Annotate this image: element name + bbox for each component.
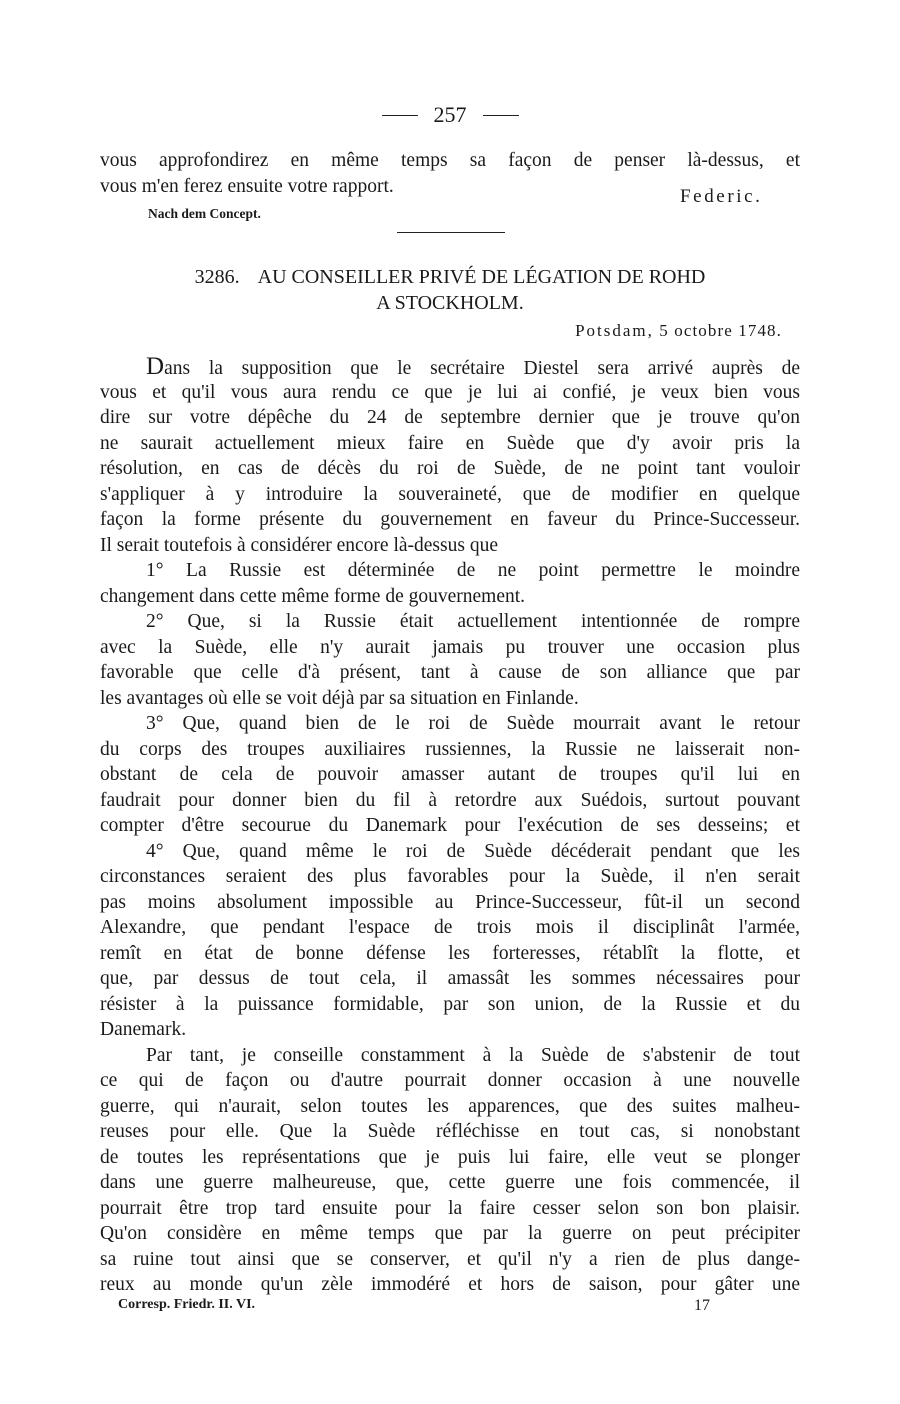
text-line: s'appliquer à y introduire la souveraineté, que de modifier en quelque (100, 483, 800, 505)
text-line: reuses pour elle. Que la Suède réfléchisse en tout cas, si nonobstant (100, 1121, 800, 1142)
letter-number: 3286. (194, 266, 240, 288)
text-line: obstant de cela de pouvoir amasser autant de troupes qu'il lui en (100, 764, 800, 785)
text-line: 4° Que, quand même le roi de Suède décéderait pendant que les (146, 840, 800, 862)
letter-title-line-1: AU CONSEILLER PRIVÉ DE LÉGATION DE ROHD (257, 266, 706, 288)
text-line: 3° Que, quand bien de le roi de Suède mourrait avant le retour (146, 713, 800, 734)
footer-signature-mark: Corresp. Friedr. II. VI. (118, 1297, 256, 1312)
text-line: Qu'on considère en même temps que par la guerre on peut précipiter (100, 1223, 800, 1244)
text-line: vous m'en ferez ensuite votre rapport. (100, 175, 394, 197)
text-line: vous et qu'il vous aura rendu ce que je lui ai confié, je veux bien vous (100, 381, 800, 403)
text-line: dire sur votre dépêche du 24 de septembre dernier que je trouve qu'on (100, 407, 800, 428)
source-note: Nach dem Concept. (148, 206, 261, 221)
page-footer (118, 1297, 710, 1315)
text-line: avec la Suède, elle n'y aurait jamais pu trouver une occasion plus (100, 636, 800, 658)
text-line: dans une guerre malheureuse, que, cette guerre une fois commencée, il (100, 1172, 800, 1193)
header-dash-right (483, 115, 519, 116)
text-line: circonstances seraient des plus favorables pour la Suède, il n'en serait (100, 866, 800, 887)
text-line: que, par dessus de tout cela, il amassât les sommes nécessaires pour (100, 968, 800, 989)
text-line: faudrait pour donner bien du fil à retordre aux Suédois, surtout pouvant (100, 789, 800, 811)
text-line: les avantages où elle se voit déjà par sa situation en Finlande. (100, 687, 579, 709)
text-line: ce qui de façon ou d'autre pourrait donner occasion à une nouvelle (100, 1070, 800, 1091)
text-line: ne saurait actuellement mieux faire en Suède que d'y avoir pris la (100, 432, 800, 454)
text-line: pourrait être trop tard ensuite pour la faire cesser selon son bon plaisir. (100, 1197, 800, 1219)
letter-body (100, 354, 800, 1298)
text-line: sa ruine tout ainsi que se conserver, et qu'il n'y a rien de plus dange- (100, 1248, 800, 1270)
text-line: 1° La Russie est déterminée de ne point permettre le moindre (146, 560, 800, 581)
dateline-place: Potsdam, (575, 321, 654, 340)
text-line: remît en état de bonne défense les forteresses, rétablît la flotte, et (100, 942, 800, 964)
text-line: vous approfondirez en même temps sa façon de penser là-dessus, et (100, 150, 800, 171)
letter-title-line-2: A STOCKHOLM. (376, 292, 524, 314)
text-line: Il serait toutefois à considérer encore là-dessus que (100, 534, 498, 556)
text-line: guerre, qui n'aurait, selon toutes les apparences, que des suites malheu- (100, 1095, 800, 1117)
text-line: façon la forme présente du gouvernement en faveur du Prince-Successeur. (100, 509, 800, 530)
dateline-date: 5 octobre 1748. (659, 321, 782, 340)
text-line: pas moins absolument impossible au Prince-Successeur, fût-il un second (100, 891, 800, 913)
text-line: du corps des troupes auxiliaires russiennes, la Russie ne laisserait non- (100, 738, 800, 760)
text-line: favorable que celle d'à présent, tant à cause de son alliance que par (100, 662, 800, 683)
text-line: Alexandre, que pendant l'espace de trois mois il disciplinât l'armée, (100, 917, 800, 938)
text-line: Par tant, je conseille constamment à la Suède de s'abstenir de tout (146, 1044, 800, 1066)
text-line (100, 354, 800, 380)
footer-sheet-number: 17 (694, 1297, 710, 1314)
text-line: compter d'être secourue du Danemark pour l'exécution de ses desseins; et (100, 815, 800, 836)
text-line-rest: ans la supposition que le secrétaire Diestel sera arrivé auprès de (164, 358, 800, 379)
text-line: 2° Que, si la Russie était actuellement intentionnée de rompre (146, 611, 800, 632)
text-line: reux au monde qu'un zèle immodéré et hors de saison, pour gâter une (100, 1274, 800, 1295)
text-line: Danemark. (100, 1019, 187, 1040)
dateline (575, 321, 782, 341)
text-line: de toutes les représentations que je puis lui faire, elle veut se plonger (100, 1146, 800, 1168)
text-line: changement dans cette même forme de gouvernement. (100, 585, 526, 607)
header-dash-left (382, 115, 418, 116)
section-divider (397, 232, 505, 233)
drop-capital: D (146, 353, 165, 380)
text-line: résister à la puissance formidable, par son union, de la Russie et du (100, 993, 800, 1015)
page-number: 257 (433, 102, 467, 127)
letter-heading (100, 264, 800, 316)
text-line: résolution, en cas de décès du roi de Suède, de ne point tant vouloir (100, 458, 800, 479)
page-header (0, 100, 900, 130)
signature: Federic. (680, 186, 763, 207)
